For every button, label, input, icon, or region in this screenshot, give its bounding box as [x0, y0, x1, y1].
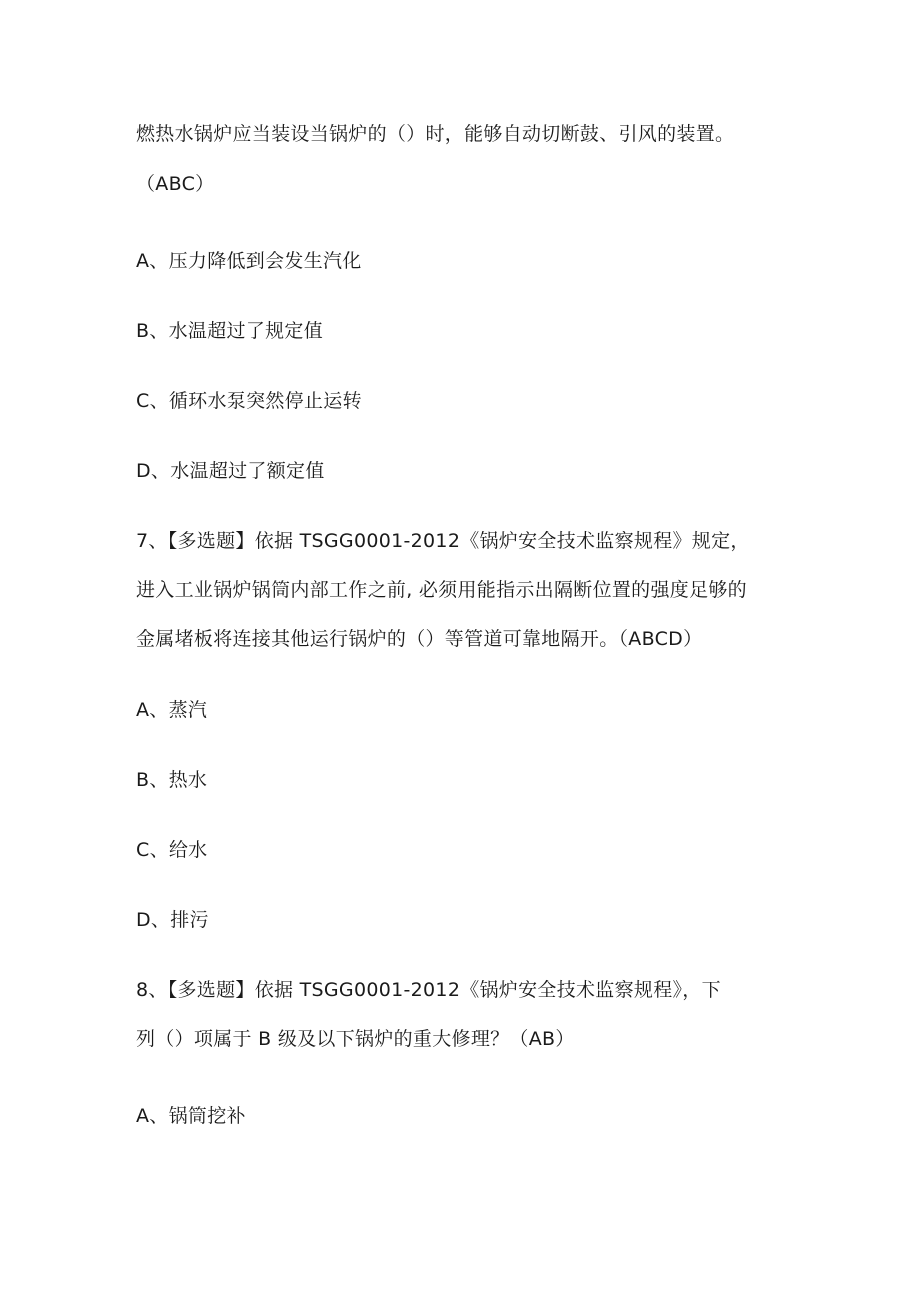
q7-option-c: C、给水: [136, 839, 208, 861]
q8-option-a: A、锅筒挖补: [136, 1105, 246, 1127]
q6-option-d: D、水温超过了额定值: [136, 460, 325, 482]
q7-option-b: B、热水: [136, 769, 208, 791]
q6-option-b: B、水温超过了规定值: [136, 320, 324, 342]
q6-option-c: C、循环水泵突然停止运转: [136, 390, 362, 412]
q7-stem-line-1: 7、【多选题】依据 TSGG0001-2012《锅炉安全技术监察规程》规定，: [136, 530, 750, 552]
q6-answer: （ABC）: [136, 173, 215, 195]
q7-stem-line-3: 金属堵板将连接其他运行锅炉的（）等管道可靠地隔开。（ABCD）: [136, 628, 703, 650]
q6-option-a: A、压力降低到会发生汽化: [136, 250, 362, 272]
q7-stem-line-2: 进入工业锅炉锅筒内部工作之前, 必须用能指示出隔断位置的强度足够的: [136, 579, 747, 601]
q8-stem-line-2: 列（）项属于 B 级及以下锅炉的重大修理？（AB）: [136, 1028, 575, 1050]
q8-stem-line-1: 8、【多选题】依据 TSGG0001-2012《锅炉安全技术监察规程》，下: [136, 979, 721, 1001]
q7-option-d: D、排污: [136, 909, 209, 931]
q7-option-a: A、蒸汽: [136, 699, 208, 721]
q6-stem-line: 燃热水锅炉应当装设当锅炉的（）时，能够自动切断鼓、引风的装置。: [136, 123, 735, 145]
